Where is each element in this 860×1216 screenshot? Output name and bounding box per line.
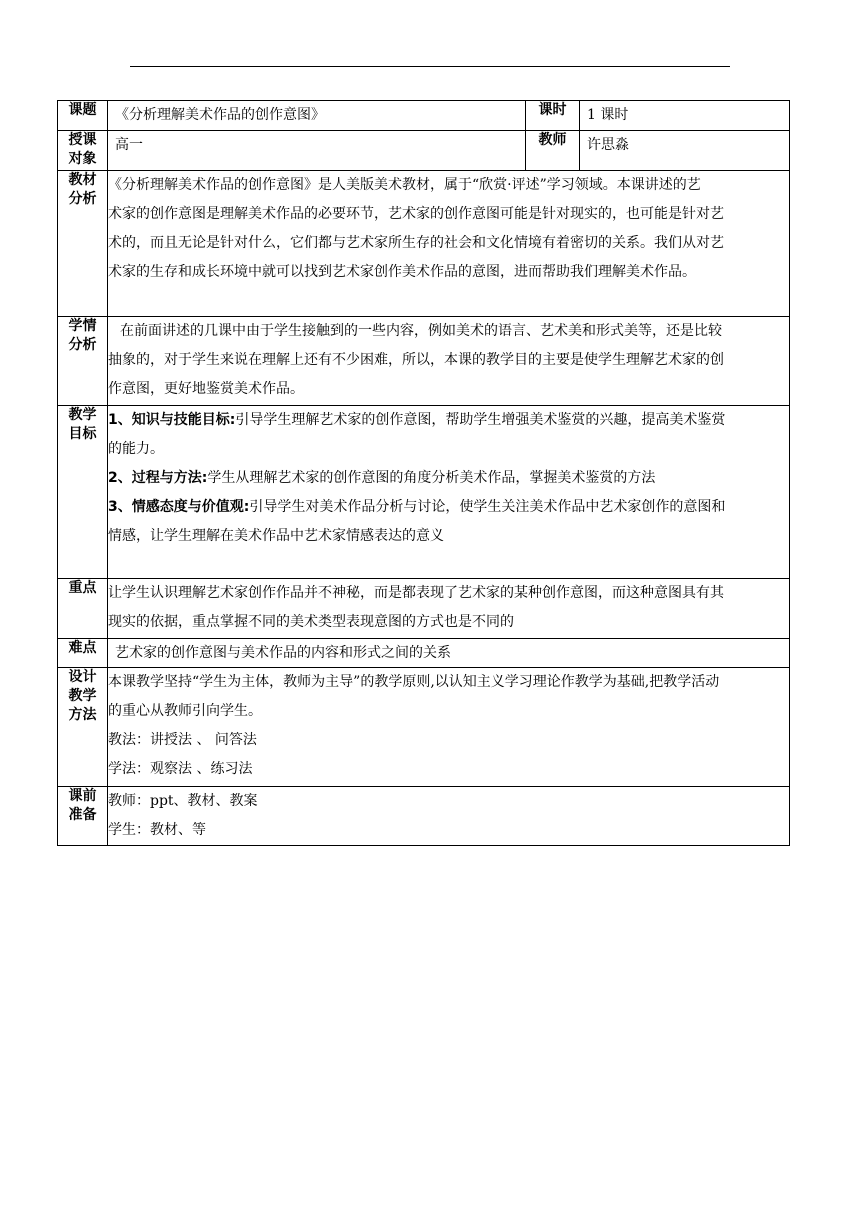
student-analysis-line: 作意图，更好地鉴赏美术作品。 — [108, 381, 304, 397]
student-analysis-line: 抽象的，对于学生来说在理解上还有不少困难，所以，本课的教学目的主要是使学生理解艺术家的创 — [108, 352, 724, 368]
material-analysis-label-line2: 分析 — [68, 191, 97, 207]
key-points-line: 现实的依据，重点掌握不同的美术类型表现意图的方式也是不同的 — [108, 614, 514, 630]
goal-1-continued: 的能力。 — [108, 441, 164, 457]
goal-2-text: 学生从理解艺术家的创作意图的角度分析美术作品，掌握美术鉴赏的方法 — [207, 470, 656, 486]
objectives-text — [108, 406, 790, 579]
key-points-text — [108, 579, 790, 639]
key-points-label: 重点 — [58, 579, 108, 639]
header-rule — [130, 66, 730, 67]
hours-value: 1 课时 — [580, 101, 790, 131]
goal-1-text: 引导学生理解艺术家的创作意图，帮助学生增强美术鉴赏的兴趣，提高美术鉴赏 — [235, 412, 726, 428]
preparation-line: 学生：教材、等 — [108, 822, 206, 838]
preparation-line: 教师：ppt、教材、教案 — [108, 793, 258, 809]
row-objectives — [58, 406, 790, 579]
topic-label: 课题 — [58, 101, 108, 131]
material-analysis-line: 术家的创作意图是理解美术作品的必要环节，艺术家的创作意图可能是针对现实的，也可能是针对艺 — [108, 206, 724, 222]
teacher-value: 许思淼 — [580, 131, 790, 171]
row-design-method — [58, 668, 790, 787]
key-points-line: 让学生认识理解艺术家创作作品并不神秘，而是都表现了艺术家的某种创作意图，而这种意图具有其 — [108, 585, 724, 601]
preparation-label — [58, 787, 108, 846]
preparation-label-line1: 课前 — [68, 788, 97, 804]
student-analysis-text — [108, 317, 790, 406]
design-method-line: 教法：讲授法 、 问答法 — [108, 732, 257, 748]
goal-3 — [108, 493, 789, 522]
design-method-line: 学法：观察法 、练习法 — [108, 761, 253, 777]
row-topic — [58, 101, 790, 131]
design-method-label-line1: 设计 — [68, 669, 97, 685]
row-student-analysis — [58, 317, 790, 406]
difficulties-value: 艺术家的创作意图与美术作品的内容和形式之间的关系 — [108, 639, 790, 668]
row-material-analysis — [58, 171, 790, 317]
student-analysis-line: 在前面讲述的几课中由于学生接触到的一些内容，例如美术的语言、艺术美和形式美等，还是比较 — [120, 323, 722, 339]
goal-1-title: 1、知识与技能目标: — [108, 412, 236, 428]
row-audience — [58, 131, 790, 171]
design-method-line: 的重心从教师引向学生。 — [108, 703, 262, 719]
design-method-label-line3: 方法 — [68, 707, 97, 723]
row-preparation — [58, 787, 790, 846]
goal-1 — [108, 406, 789, 435]
hours-label: 课时 — [526, 101, 580, 131]
audience-label — [58, 131, 108, 171]
topic-value: 《分析理解美术作品的创作意图》 — [108, 101, 526, 131]
material-analysis-line: 术家的生存和成长环境中就可以找到艺术家创作美术作品的意图，进而帮助我们理解美术作品。 — [108, 264, 696, 280]
goal-3-continued: 情感，让学生理解在美术作品中艺术家情感表达的意义 — [108, 528, 444, 544]
design-method-label — [58, 668, 108, 787]
row-difficulties — [58, 639, 790, 668]
audience-label-line2: 对象 — [68, 151, 97, 167]
goal-3-title: 3、情感态度与价值观: — [108, 499, 250, 515]
goal-2-title: 2、过程与方法: — [108, 470, 208, 486]
teacher-label: 教师 — [526, 131, 580, 171]
goal-2 — [108, 464, 789, 493]
student-analysis-label-line2: 分析 — [68, 337, 97, 353]
audience-label-line1: 授课 — [68, 132, 97, 148]
lesson-plan-table — [57, 100, 790, 846]
preparation-label-line2: 准备 — [68, 807, 97, 823]
material-analysis-label-line1: 教材 — [68, 172, 97, 188]
design-method-label-line2: 教学 — [68, 688, 97, 704]
difficulties-label: 难点 — [58, 639, 108, 668]
design-method-text — [108, 668, 790, 787]
objectives-label-line1: 教学 — [68, 407, 97, 423]
audience-value: 高一 — [108, 131, 526, 171]
objectives-label — [58, 406, 108, 579]
material-analysis-line: 术的，而且无论是针对什么，它们都与艺术家所生存的社会和文化情境有着密切的关系。我们从对艺 — [108, 235, 724, 251]
material-analysis-label — [58, 171, 108, 317]
design-method-line: 本课教学坚持“学生为主体，教师为主导”的教学原则,以认知主义学习理论作教学为基础,把教学活动 — [108, 674, 720, 690]
student-analysis-label-line1: 学情 — [68, 318, 97, 334]
row-key-points — [58, 579, 790, 639]
student-analysis-label — [58, 317, 108, 406]
material-analysis-text — [108, 171, 790, 317]
preparation-text — [108, 787, 790, 846]
objectives-label-line2: 目标 — [68, 426, 97, 442]
material-analysis-line: 《分析理解美术作品的创作意图》是人美版美术教材，属于“欣赏·评述”学习领域。本课讲述的艺 — [108, 177, 701, 193]
goal-3-text: 引导学生对美术作品分析与讨论，使学生关注美术作品中艺术家创作的意图和 — [249, 499, 726, 515]
